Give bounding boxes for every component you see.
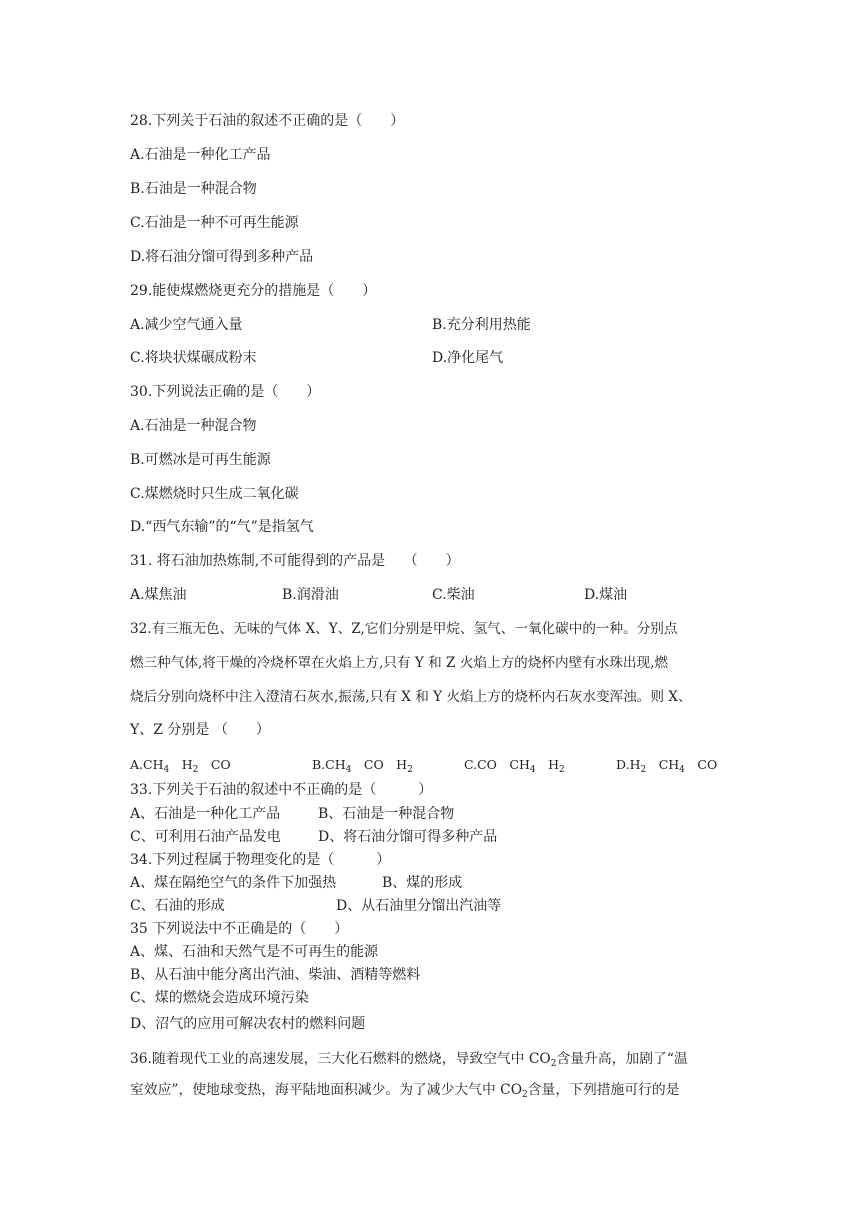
question-29-stem: 29.能使煤燃烧更充分的措施是（ ）	[130, 283, 377, 299]
question-31-stem: 31. 将石油加热炼制,不可能得到的产品是 （ ）	[130, 553, 460, 569]
question-34-option-a: A、煤在隔绝空气的条件下加强热	[130, 875, 337, 891]
question-29-option-b: B.充分利用热能	[432, 317, 531, 333]
question-32-option-a: $A.CH_4$ $H_2$ CO	[130, 757, 231, 775]
question-32-stem-line-3: 烧后分别向烧杯中注入澄清石灰水,振荡,只有 X 和 Y 火焰上方的烧杯内石灰水变浑浊。则 X、	[130, 689, 692, 705]
question-31-option-d: D.煤油	[584, 587, 628, 603]
question-30-option-b: B.可燃冰是可再生能源	[130, 452, 271, 468]
question-29-option-a: A.减少空气通入量	[130, 317, 243, 333]
question-28-option-a: A.石油是一种化工产品	[130, 147, 271, 163]
question-32-option-b: $B.CH_4$ CO $H_2$	[312, 757, 413, 775]
question-36-stem-line-2: 室效应”，使地球变热，海平陆地面积减少。为了减少大气中 $CO_2$含量，下列措施可行的是	[130, 1082, 680, 1100]
question-34-option-c: C、石油的形成	[130, 898, 225, 914]
question-32-stem-line-4: Y、Z 分别是 （ ）	[130, 722, 270, 738]
question-33-option-c: C、可利用石油产品发电	[130, 829, 281, 845]
question-28-option-c: C.石油是一种不可再生能源	[130, 215, 299, 231]
question-35-option-a: A、煤、石油和天然气是不可再生的能源	[130, 944, 379, 960]
question-35-stem: 35 下列说法中不正确是的（ ）	[130, 921, 349, 937]
question-31-option-b: B.润滑油	[282, 587, 339, 603]
question-33-option-d: D、将石油分馏可得多种产品	[318, 829, 498, 845]
question-31-option-a: A.煤焦油	[130, 587, 187, 603]
question-33-option-b: B、石油是一种混合物	[318, 806, 455, 822]
question-29-option-c: C.将块状煤碾成粉末	[130, 350, 257, 366]
question-32-option-c: C.CO $CH_4$ $H_2$	[464, 757, 565, 775]
question-30-option-a: A.石油是一种混合物	[130, 418, 257, 434]
question-33-stem: 33.下列关于石油的叙述中不正确的是（ ）	[130, 782, 433, 798]
question-35-option-d: D、沼气的应用可解决农村的燃料问题	[130, 1016, 366, 1032]
question-34-stem: 34.下列过程属于物理变化的是（ ）	[130, 852, 391, 868]
question-32-option-d: $D.H_2$ $CH_4$ CO	[616, 757, 718, 775]
question-34-option-d: D、从石油里分馏出汽油等	[336, 898, 502, 914]
question-28-option-d: D.将石油分馏可得到多种产品	[130, 249, 314, 265]
question-30-option-d: D.“西气东输”的“气”是指氢气	[130, 519, 314, 535]
question-30-stem: 30.下列说法正确的是（ ）	[130, 384, 321, 400]
question-35-option-b: B、从石油中能分离出汽油、柴油、酒精等燃料	[130, 967, 421, 983]
question-32-stem-line-1: 32.有三瓶无色、无味的气体 X、Y、Z,它们分别是甲烷、氢气、一氧化碳中的一种。分别点	[130, 621, 678, 637]
question-36-stem-line-1: 36.随着现代工业的高速发展，三大化石燃料的燃烧，导致空气中 $CO_2$含量升高，加剧了“温	[130, 1051, 688, 1069]
question-34-option-b: B、煤的形成	[382, 875, 463, 891]
question-30-option-c: C.煤燃烧时只生成二氧化碳	[130, 486, 299, 502]
question-33-option-a: A、石油是一种化工产品	[130, 806, 281, 822]
question-32-stem-line-2: 燃三种气体,将干燥的冷烧杯罩在火焰上方,只有 Y 和 Z 火焰上方的烧杯内壁有水珠出现,燃	[130, 655, 669, 671]
question-28-stem: 28.下列关于石油的叙述不正确的是（ ）	[130, 113, 405, 129]
question-31-option-c: C.柴油	[432, 587, 475, 603]
question-28-option-b: B.石油是一种混合物	[130, 181, 257, 197]
question-35-option-c: C、煤的燃烧会造成环境污染	[130, 990, 309, 1006]
question-29-option-d: D.净化尾气	[432, 350, 504, 366]
